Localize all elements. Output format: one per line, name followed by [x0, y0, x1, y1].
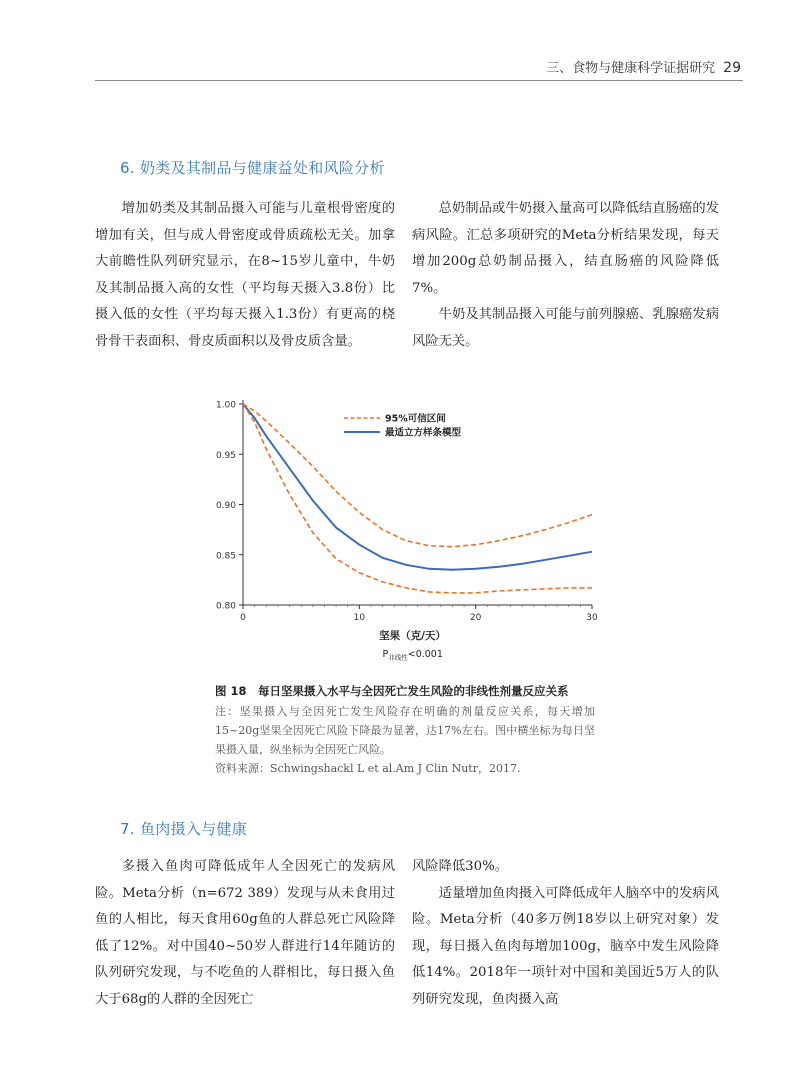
- header-title: 三、食物与健康科学证据研究: [546, 61, 716, 76]
- legend-label: 最适立方样条模型: [385, 427, 462, 439]
- p-subscript: 非线性: [388, 653, 408, 662]
- section-6-title: 6. 奶类及其制品与健康益处和风险分析: [120, 159, 385, 177]
- nut-intake-mortality-chart: [205, 390, 605, 670]
- section-6-left-column: [95, 196, 395, 355]
- header-rule: [95, 80, 743, 81]
- section-6-right-column: [412, 196, 719, 355]
- section-7-left-column: [95, 854, 395, 1013]
- y-tick-label: 0.90: [215, 501, 236, 511]
- paragraph: 风险降低30%。: [412, 859, 509, 874]
- y-tick-label: 0.80: [215, 601, 236, 612]
- figure-note: [215, 702, 595, 778]
- running-header: [546, 57, 741, 76]
- y-tick-label: 0.95: [215, 450, 236, 461]
- figure-caption: 图 18 每日坚果摄入水平与全因死亡发生风险的非线性剂量反应关系: [215, 684, 569, 698]
- x-tick-label: 20: [469, 613, 482, 623]
- x-tick-label: 0: [240, 613, 246, 623]
- paragraph: 牛奶及其制品摄入可能与前列腺癌、乳腺癌发病风险无关。: [412, 307, 719, 349]
- p-value-label: [383, 649, 443, 662]
- x-axis-label: 坚果（克/天）: [379, 630, 446, 642]
- legend-label: 95%可信区间: [385, 413, 446, 425]
- figure-source: 资料来源：Schwingshackl L et al.Am J Clin Nutr，2017.: [215, 762, 521, 775]
- y-tick-label: 1.00: [215, 400, 236, 411]
- paragraph: 多摄入鱼肉可降低成年人全因死亡的发病风险。Meta分析（n=672 389）发现与从未食用过鱼的人相比，每天食用60g鱼的人群总死亡风险降低了12%。对中国40~50岁人群进行14年随访的队列研究发现，与不吃鱼的人群相比，每日摄入鱼大于68g的人群的全因死亡: [95, 859, 395, 1007]
- x-tick-label: 30: [586, 613, 598, 623]
- p-symbol: P: [382, 649, 389, 660]
- section-7-right-column: [412, 854, 719, 1013]
- section-7-title: 7. 鱼肉摄入与健康: [120, 820, 248, 838]
- paragraph: 适量增加鱼肉摄入可降低成年人脑卒中的发病风险。Meta分析（40多万例18岁以上研究对象）发现，每日摄入鱼肉每增加100g，脑卒中发生风险降低14%。2018年一项针对中国和美国近5万人的队列研究发现，鱼肉摄入高: [412, 885, 719, 1007]
- page-number: 29: [723, 60, 741, 76]
- figure-note-text: 注：坚果摄入与全因死亡发生风险存在明确的剂量反应关系，每天增加15~20g坚果全因死亡风险下降最为显著，达17%左右。图中横坐标为每日坚果摄入量，纵坐标为全因死亡风险。: [215, 705, 595, 756]
- x-tick-label: 10: [353, 613, 366, 623]
- p-value: <0.001: [407, 649, 443, 660]
- paragraph: 总奶制品或牛奶摄入量高可以降低结直肠癌的发病风险。汇总多项研究的Meta分析结果发现，每天增加200g总奶制品摄入，结直肠癌的风险降低7%。: [412, 201, 719, 296]
- paragraph: 增加奶类及其制品摄入可能与儿童根骨密度的增加有关，但与成人骨密度或骨质疏松无关。加拿大前瞻性队列研究显示，在8~15岁儿童中，牛奶及其制品摄入高的女性（平均每天摄入3.8份）比摄入低的女性（平均每天摄入1.3份）有更高的桡骨骨干表面积、骨皮质面积以及骨皮质含量。: [95, 201, 395, 349]
- y-tick-label: 0.85: [215, 551, 236, 562]
